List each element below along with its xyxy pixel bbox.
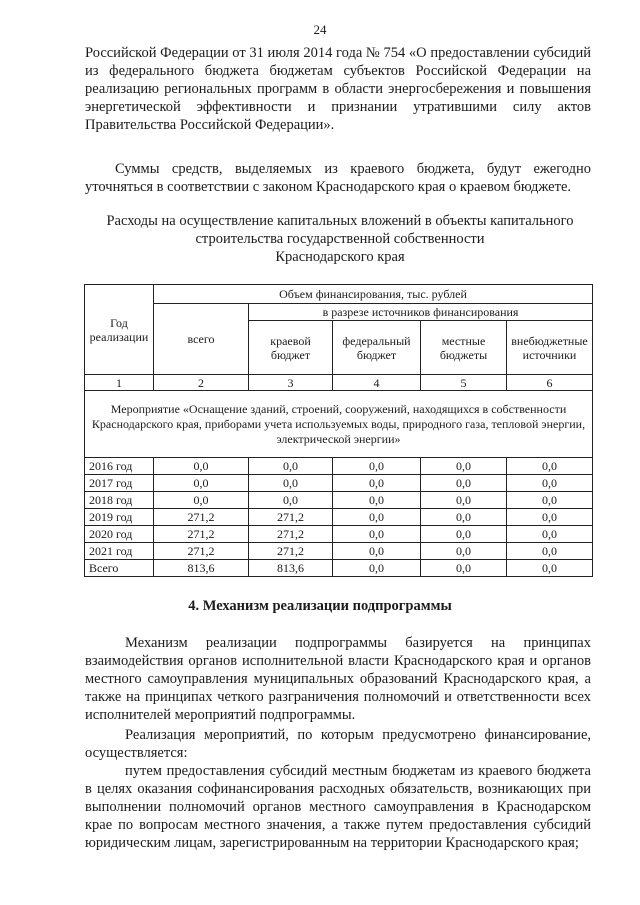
table-title-line-2: строительства государственной собственности <box>195 231 485 247</box>
cell-regional: 0,0 <box>249 475 333 492</box>
header-funding-volume: Объем финансирования, тыс. рублей <box>154 285 593 304</box>
cell-local: 0,0 <box>421 560 507 577</box>
table-title-line-3: Краснодарского края <box>275 249 405 265</box>
cell-regional: 813,6 <box>249 560 333 577</box>
cell-year: 2020 год <box>85 526 154 543</box>
cell-total: 271,2 <box>154 543 249 560</box>
cell-local: 0,0 <box>421 543 507 560</box>
header-extrabudgetary-sources: внебюджетные источники <box>507 321 593 375</box>
cell-federal: 0,0 <box>333 492 421 509</box>
header-federal-budget: федеральный бюджет <box>333 321 421 375</box>
cell-federal: 0,0 <box>333 526 421 543</box>
cell-federal: 0,0 <box>333 560 421 577</box>
cell-year: 2016 год <box>85 458 154 475</box>
event-description: Мероприятие «Оснащение зданий, строений, сооружений, находящихся в собственности Краснодарского края, приборами учета используемых воды, природного газа, тепловой энергии, электрической энергии» <box>85 391 593 458</box>
cell-extrabudget: 0,0 <box>507 458 593 475</box>
header-total: всего <box>154 304 249 375</box>
cell-local: 0,0 <box>421 509 507 526</box>
cell-extrabudget: 0,0 <box>507 492 593 509</box>
cell-federal: 0,0 <box>333 543 421 560</box>
cell-regional: 0,0 <box>249 458 333 475</box>
table-title <box>90 212 590 266</box>
table-row <box>85 526 593 543</box>
cell-total: 0,0 <box>154 475 249 492</box>
cell-local: 0,0 <box>421 475 507 492</box>
cell-local: 0,0 <box>421 526 507 543</box>
table-row <box>85 509 593 526</box>
cell-regional: 271,2 <box>249 543 333 560</box>
cell-total: 271,2 <box>154 526 249 543</box>
cell-year: 2017 год <box>85 475 154 492</box>
cell-regional: 271,2 <box>249 509 333 526</box>
table-row <box>85 475 593 492</box>
column-number: 2 <box>154 375 249 391</box>
cell-extrabudget: 0,0 <box>507 509 593 526</box>
header-year: Год реализации <box>85 285 154 375</box>
cell-regional: 0,0 <box>249 492 333 509</box>
cell-year: 2019 год <box>85 509 154 526</box>
cell-total: 271,2 <box>154 509 249 526</box>
cell-year: 2018 год <box>85 492 154 509</box>
table-row-total <box>85 560 593 577</box>
cell-total: 0,0 <box>154 458 249 475</box>
table-row <box>85 543 593 560</box>
header-local-budgets: местные бюджеты <box>421 321 507 375</box>
cell-local: 0,0 <box>421 492 507 509</box>
funding-table <box>84 284 593 577</box>
cell-local: 0,0 <box>421 458 507 475</box>
section-heading: 4. Механизм реализации подпрограммы <box>188 598 452 614</box>
cell-total: 813,6 <box>154 560 249 577</box>
column-number: 4 <box>333 375 421 391</box>
column-number: 3 <box>249 375 333 391</box>
cell-extrabudget: 0,0 <box>507 475 593 492</box>
cell-regional: 271,2 <box>249 526 333 543</box>
column-number: 1 <box>85 375 154 391</box>
cell-year: Всего <box>85 560 154 577</box>
paragraph-budget-amounts: Суммы средств, выделяемых из краевого бюджета, будут ежегодно уточняться в соответствии с законом Краснодарского края о краевом бюджете. <box>85 161 591 195</box>
cell-extrabudget: 0,0 <box>507 526 593 543</box>
column-number: 6 <box>507 375 593 391</box>
cell-extrabudget: 0,0 <box>507 560 593 577</box>
paragraph-decree-reference: Российской Федерации от 31 июля 2014 года № 754 «О предоставлении субсидий из федерального бюджета бюджетам субъектов Российской Федерации на реализацию региональных программ в области энергосбережения и повышения энергетической эффективности и признании утратившими силу актов Правительства Российской Федерации». <box>85 45 591 133</box>
cell-year: 2021 год <box>85 543 154 560</box>
paragraph-implementation: Реализация мероприятий, по которым предусмотрено финансирование, осуществляется: <box>85 727 591 761</box>
column-number: 5 <box>421 375 507 391</box>
table-title-line-1: Расходы на осуществление капитальных вложений в объекты капитального <box>106 213 574 229</box>
paragraph-subsidies: путем предоставления субсидий местным бюджетам из краевого бюджета в целях оказания софинансирования расходных обязательств, возникающих при выполнении полномочий органов местного самоуправления в Краснодарском крае по вопросам местного значения, а также путем предоставления субсидий юридическим лицам, зарегистрированным на территории Краснодарского края; <box>85 763 591 851</box>
header-regional-budget: краевой бюджет <box>249 321 333 375</box>
table-row <box>85 458 593 475</box>
header-by-source: в разрезе источников финансирования <box>249 304 593 321</box>
paragraph-mechanism: Механизм реализации подпрограммы базируется на принципах взаимодействия органов исполнительной власти Краснодарского края и органов местного самоуправления муниципальных образований Краснодарского края, а также на принципах четкого разграничения полномочий и ответственности всех исполнителей мероприятий подпрограммы. <box>85 635 591 723</box>
cell-total: 0,0 <box>154 492 249 509</box>
page-number: 24 <box>313 22 327 37</box>
cell-federal: 0,0 <box>333 509 421 526</box>
cell-federal: 0,0 <box>333 475 421 492</box>
table-row <box>85 492 593 509</box>
cell-extrabudget: 0,0 <box>507 543 593 560</box>
cell-federal: 0,0 <box>333 458 421 475</box>
